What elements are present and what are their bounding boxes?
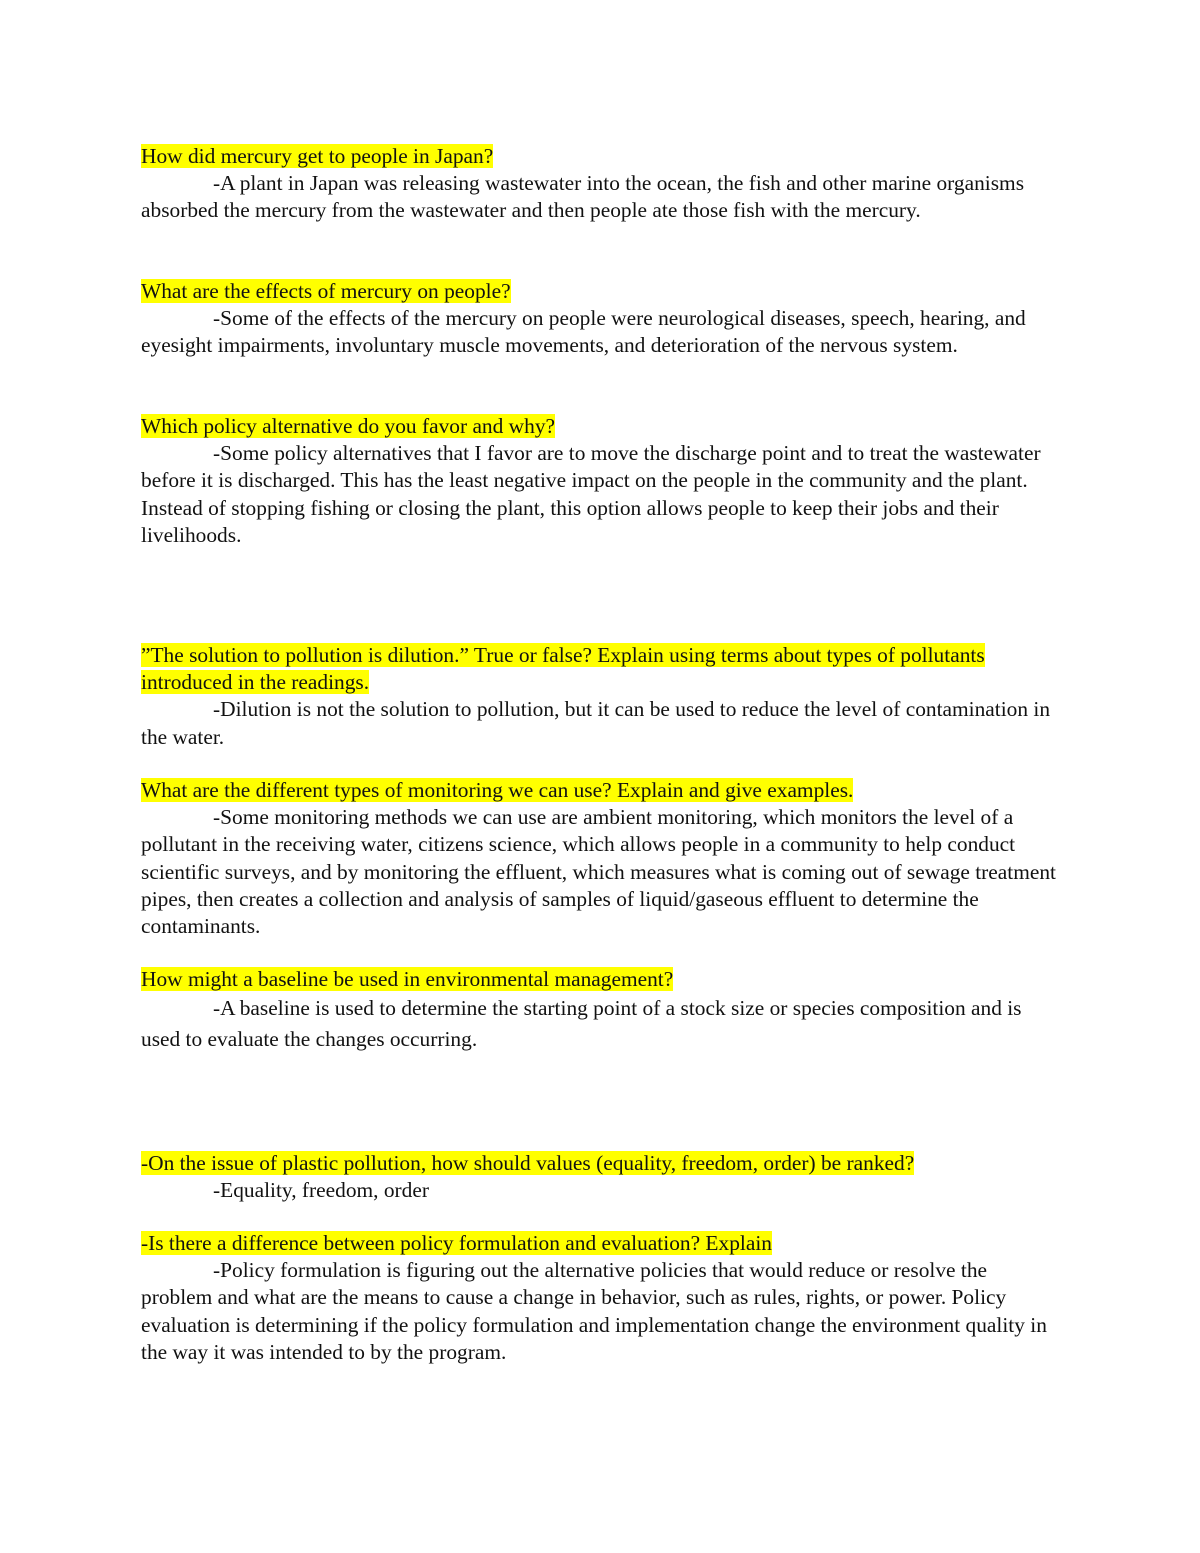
question-highlight: What are the different types of monitoring we can use? Explain and give examples. [141, 778, 854, 802]
answer-text: -Some monitoring methods we can use are ambient monitoring, which monitors the level of a pollutant in the receiving water, citizens science, which allows people in a community to help conduct scientific surveys, and by monitoring the effluent, which measures what is coming out of sewage treatment pipes, then creates a collection and analysis of samples of liquid/gaseous effluent to determine the contaminants. [141, 805, 1057, 939]
answer-text: -A baseline is used to determine the starting point of a stock size or species composition and is used to evaluate the changes occurring. [141, 996, 1022, 1052]
answer-text: -Equality, freedom, order [213, 1178, 429, 1203]
qa-section-1 [141, 143, 1063, 225]
qa-section-8 [141, 1230, 1063, 1366]
question-text [141, 143, 1063, 170]
question-text [141, 777, 1063, 804]
question-text [141, 966, 1063, 993]
answer-text: -Some policy alternatives that I favor are to move the discharge point and to treat the wastewater before it is discharged. This has the least negative impact on the people in the community and the plant. Instead of stopping fishing or closing the plant, this option allows people to keep their jobs and their livelihoods. [141, 441, 1041, 547]
question-text [141, 1150, 1063, 1177]
qa-section-5 [141, 777, 1063, 940]
answer-text: -A plant in Japan was releasing wastewater into the ocean, the fish and other marine organisms absorbed the mercury from the wastewater and then people ate those fish with the mercury. [141, 171, 1025, 223]
answer-text: -Policy formulation is figuring out the alternative policies that would reduce or resolve the problem and what are the means to cause a change in behavior, such as rules, rights, or power. Policy evaluation is determining if the policy formulation and implementation change the environment quality in the way it was intended to by the program. [141, 1258, 1047, 1364]
question-text [141, 642, 1063, 696]
qa-section-6 [141, 966, 1063, 1055]
question-highlight: How might a baseline be used in environmental management? [141, 967, 674, 991]
question-highlight: What are the effects of mercury on people? [141, 279, 511, 303]
question-highlight: How did mercury get to people in Japan? [141, 144, 494, 168]
question-highlight: -Is there a difference between policy formulation and evaluation? Explain [141, 1231, 772, 1255]
question-text [141, 278, 1063, 305]
question-highlight: ”The solution to pollution is dilution.” True or false? Explain using terms about types of pollutants introduced in the readings. [141, 643, 985, 695]
question-text [141, 413, 1063, 440]
qa-section-7 [141, 1150, 1063, 1204]
qa-section-2 [141, 278, 1063, 360]
qa-section-4 [141, 642, 1063, 751]
question-highlight: Which policy alternative do you favor and why? [141, 414, 556, 438]
answer-text: -Some of the effects of the mercury on people were neurological diseases, speech, hearing, and eyesight impairments, involuntary muscle movements, and deterioration of the nervous system. [141, 306, 1026, 358]
qa-section-3 [141, 413, 1063, 549]
answer-text: -Dilution is not the solution to pollution, but it can be used to reduce the level of contamination in the water. [141, 697, 1051, 749]
question-highlight: -On the issue of plastic pollution, how should values (equality, freedom, order) be ranked? [141, 1151, 915, 1175]
question-text [141, 1230, 1063, 1257]
